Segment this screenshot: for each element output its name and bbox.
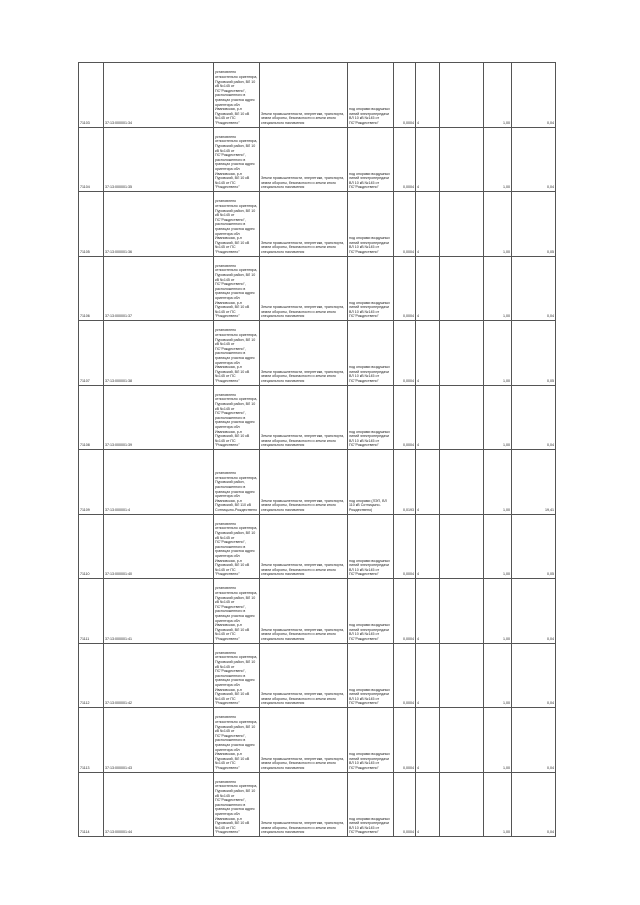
cost-value: 0,04 — [512, 127, 556, 192]
permitted-use: под опорами воздушных линий электропередачи ВЛ 10 кВ №145 от ПС"Рождествено" — [348, 579, 394, 644]
area-value: 0,0004 — [394, 127, 416, 192]
register-table — [78, 62, 556, 837]
empty-cell — [440, 63, 484, 128]
row-id: 71109 — [79, 450, 104, 515]
location-description: установлено относительно ориентира, Пуровский район, ВЛ 10 кВ №145 от ПС"Рождествено", расположенного в границах участка адрес ориентира обл Ивановская, р-н Пуровский, ВЛ 10 кВ №145 от ПС "Рождествено" — [214, 385, 260, 450]
row-id: 71114 — [79, 772, 104, 837]
percent-value: 4 — [416, 772, 440, 837]
table-row — [79, 127, 556, 192]
location-description: установлено относительно ориентира, Пуровский район, расположенного в границах участка адрес ориентира обл Ивановская, р-н Пуровский, ВЛ 110 кВ Сотницыно-Рождествено — [214, 450, 260, 515]
percent-value: 4 — [416, 450, 440, 515]
cost-value: 0,04 — [512, 772, 556, 837]
percent-value: 4 — [416, 192, 440, 257]
location-description: установлено относительно ориентира, Пуровский район, ВЛ 10 кВ №145 от ПС"Рождествено", расположенного в границах участка адрес ориентира обл Ивановская, р-н Пуровский, ВЛ 10 кВ №145 от ПС "Рождествено" — [214, 321, 260, 386]
table-row — [79, 256, 556, 321]
location-description: установлено относительно ориентира, Пуровский район, ВЛ 10 кВ №145 от ПС"Рождествено", расположенного в границах участка адрес ориентира обл Ивановская, р-н Пуровский, ВЛ 10 кВ №145 от ПС "Рождествено" — [214, 127, 260, 192]
area-value: 0,0193 — [394, 450, 416, 515]
cadastral-number: 37:13:000001:42 — [104, 643, 214, 708]
percent-value: 4 — [416, 321, 440, 386]
empty-cell — [440, 256, 484, 321]
area-value: 0,0004 — [394, 772, 416, 837]
percent-value: 4 — [416, 127, 440, 192]
area-value: 0,0004 — [394, 385, 416, 450]
cost-value: 0,04 — [512, 708, 556, 773]
permitted-use: под опорами воздушных линий электропередачи ВЛ 10 кВ №145 от ПС"Рождествено" — [348, 385, 394, 450]
permitted-use: под опорами (ЛЭП, ВЛ 110 кВ Сотницыно-Рождествено) — [348, 450, 394, 515]
row-id: 71113 — [79, 708, 104, 773]
land-category: Земли промышленности, энергетики, транспорта, земли обороны, безопасности и земли иного специального назначения — [260, 514, 348, 579]
location-description: установлено относительно ориентира, Пуровский район, ВЛ 10 кВ №145 от ПС"Рождествено", расположенного в границах участка адрес ориентира обл Ивановская, р-н Пуровский, ВЛ 10 кВ №145 от ПС "Рождествено" — [214, 256, 260, 321]
cost-value: 0,05 — [512, 514, 556, 579]
coefficient-value: 1,00 — [484, 643, 512, 708]
cadastral-number: 37:13:000001:39 — [104, 385, 214, 450]
permitted-use: под опорами воздушных линий электропередачи ВЛ 10 кВ №145 от ПС"Рождествено" — [348, 321, 394, 386]
location-description: установлено относительно ориентира, Пуровский район, ВЛ 10 кВ №145 от ПС"Рождествено", расположенного в границах участка адрес ориентира обл Ивановская, р-н Пуровский, ВЛ 10 кВ №145 от ПС "Рождествено" — [214, 192, 260, 257]
location-description: установлено относительно ориентира, Пуровский район, ВЛ 10 кВ №145 от ПС"Рождествено", расположенного в границах участка адрес ориентира обл Ивановская, р-н Пуровский, ВЛ 10 кВ №145 от ПС "Рождествено" — [214, 579, 260, 644]
percent-value: 4 — [416, 514, 440, 579]
coefficient-value: 1,00 — [484, 772, 512, 837]
empty-cell — [440, 579, 484, 644]
location-description: установлено относительно ориентира, Пуровский район, ВЛ 10 кВ №145 от ПС"Рождествено", расположенного в границах участка адрес ориентира обл Ивановская, р-н Пуровский, ВЛ 10 кВ №145 от ПС "Рождествено" — [214, 514, 260, 579]
land-category: Земли промышленности, энергетики, транспорта, земли обороны, безопасности и земли иного специального назначения — [260, 192, 348, 257]
area-value: 0,0004 — [394, 192, 416, 257]
cost-value: 0,04 — [512, 643, 556, 708]
permitted-use: под опорами воздушных линий электропередачи ВЛ 10 кВ №145 от ПС"Рождествено" — [348, 643, 394, 708]
table-row — [79, 450, 556, 515]
permitted-use: под опорами воздушных линий электропередачи ВЛ 10 кВ №145 от ПС"Рождествено" — [348, 514, 394, 579]
area-value: 0,0004 — [394, 321, 416, 386]
empty-cell — [440, 708, 484, 773]
row-id: 71108 — [79, 385, 104, 450]
table-row — [79, 579, 556, 644]
location-description: установлено относительно ориентира, Пуровский район, ВЛ 10 кВ №145 от ПС"Рождествено", расположенного в границах участка адрес ориентира обл Ивановская, р-н Пуровский, ВЛ 10 кВ №145 от ПС "Рождествено" — [214, 63, 260, 128]
cadastral-number: 37:13:000001:43 — [104, 708, 214, 773]
cost-value: 0,04 — [512, 579, 556, 644]
table-row — [79, 321, 556, 386]
permitted-use: под опорами воздушных линий электропередачи ВЛ 10 кВ №145 от ПС"Рождествено" — [348, 772, 394, 837]
cadastral-number: 37:13:000001:34 — [104, 63, 214, 128]
empty-cell — [440, 450, 484, 515]
land-category: Земли промышленности, энергетики, транспорта, земли обороны, безопасности и земли иного специального назначения — [260, 708, 348, 773]
percent-value: 4 — [416, 579, 440, 644]
cadastral-number: 37:13:000001:35 — [104, 127, 214, 192]
land-category: Земли промышленности, энергетики, транспорта, земли обороны, безопасности и земли иного специального назначения — [260, 63, 348, 128]
empty-cell — [440, 772, 484, 837]
table-row — [79, 385, 556, 450]
location-description: установлено относительно ориентира, Пуровский район, ВЛ 10 кВ №145 от ПС"Рождествено", расположенного в границах участка адрес ориентира обл Ивановская, р-н Пуровский, ВЛ 10 кВ №145 от ПС "Рождествено" — [214, 643, 260, 708]
cadastral-number: 37:13:000001:38 — [104, 321, 214, 386]
cadastral-number: 37:13:000001:36 — [104, 192, 214, 257]
area-value: 0,0004 — [394, 514, 416, 579]
row-id: 71112 — [79, 643, 104, 708]
empty-cell — [440, 127, 484, 192]
cadastral-number: 37:13:000001:41 — [104, 579, 214, 644]
table-row — [79, 772, 556, 837]
permitted-use: под опорами воздушных линий электропередачи ВЛ 10 кВ №145 от ПС"Рождествено" — [348, 127, 394, 192]
row-id: 71111 — [79, 579, 104, 644]
table-row — [79, 514, 556, 579]
land-category: Земли промышленности, энергетики, транспорта, земли обороны, безопасности и земли иного специального назначения — [260, 579, 348, 644]
coefficient-value: 1,00 — [484, 708, 512, 773]
cadastral-number: 37:13:000001:44 — [104, 772, 214, 837]
location-description: установлено относительно ориентира, Пуровский район, ВЛ 10 кВ №145 от ПС"Рождествено", расположенного в границах участка адрес ориентира обл Ивановская, р-н Пуровский, ВЛ 10 кВ №145 от ПС "Рождествено" — [214, 708, 260, 773]
empty-cell — [440, 385, 484, 450]
coefficient-value: 1,00 — [484, 385, 512, 450]
cost-value: 0,05 — [512, 321, 556, 386]
cost-value: 0,04 — [512, 385, 556, 450]
permitted-use: под опорами воздушных линий электропередачи ВЛ 10 кВ №145 от ПС"Рождествено" — [348, 192, 394, 257]
cost-value: 19,41 — [512, 450, 556, 515]
empty-cell — [440, 643, 484, 708]
row-id: 71106 — [79, 256, 104, 321]
cadastral-number: 37:13:000001:4 — [104, 450, 214, 515]
empty-cell — [440, 514, 484, 579]
coefficient-value: 1,00 — [484, 192, 512, 257]
row-id: 71104 — [79, 127, 104, 192]
coefficient-value: 1,00 — [484, 63, 512, 128]
cost-value: 0,04 — [512, 63, 556, 128]
percent-value: 4 — [416, 708, 440, 773]
coefficient-value: 1,00 — [484, 514, 512, 579]
coefficient-value: 1,00 — [484, 256, 512, 321]
location-description: установлено относительно ориентира, Пуровский район, ВЛ 10 кВ №145 от ПС"Рождествено", расположенного в границах участка адрес ориентира обл Ивановская, р-н Пуровский, ВЛ 10 кВ №145 от ПС "Рождествено" — [214, 772, 260, 837]
percent-value: 4 — [416, 63, 440, 128]
empty-cell — [440, 321, 484, 386]
table-row — [79, 643, 556, 708]
area-value: 0,0004 — [394, 643, 416, 708]
land-category: Земли промышленности, энергетики, транспорта, земли обороны, безопасности и земли иного специального назначения — [260, 127, 348, 192]
area-value: 0,0004 — [394, 256, 416, 321]
land-category: Земли промышленности, энергетики, транспорта, земли обороны, безопасности и земли иного специального назначения — [260, 643, 348, 708]
table-row — [79, 708, 556, 773]
cost-value: 0,05 — [512, 192, 556, 257]
area-value: 0,0004 — [394, 579, 416, 644]
land-category: Земли промышленности, энергетики, транспорта, земли обороны, безопасности и земли иного специального назначения — [260, 772, 348, 837]
row-id: 71110 — [79, 514, 104, 579]
land-category: Земли промышленности, энергетики, транспорта, земли обороны, безопасности и земли иного специального назначения — [260, 256, 348, 321]
row-id: 71107 — [79, 321, 104, 386]
row-id: 71103 — [79, 63, 104, 128]
table-row — [79, 63, 556, 128]
cost-value: 0,04 — [512, 256, 556, 321]
coefficient-value: 1,00 — [484, 127, 512, 192]
coefficient-value: 1,00 — [484, 579, 512, 644]
area-value: 0,0004 — [394, 63, 416, 128]
percent-value: 4 — [416, 385, 440, 450]
land-category: Земли промышленности, энергетики, транспорта, земли обороны, безопасности и земли иного специального назначения — [260, 385, 348, 450]
row-id: 71105 — [79, 192, 104, 257]
area-value: 0,0004 — [394, 708, 416, 773]
permitted-use: под опорами воздушных линий электропередачи ВЛ 10 кВ №145 от ПС"Рождествено" — [348, 63, 394, 128]
land-category: Земли промышленности, энергетики, транспорта, земли обороны, безопасности и земли иного специального назначения — [260, 450, 348, 515]
percent-value: 4 — [416, 256, 440, 321]
percent-value: 4 — [416, 643, 440, 708]
coefficient-value: 1,00 — [484, 450, 512, 515]
table-row — [79, 192, 556, 257]
cadastral-number: 37:13:000001:40 — [104, 514, 214, 579]
coefficient-value: 1,00 — [484, 321, 512, 386]
permitted-use: под опорами воздушных линий электропередачи ВЛ 10 кВ №145 от ПС"Рождествено" — [348, 708, 394, 773]
empty-cell — [440, 192, 484, 257]
permitted-use: под опорами воздушных линий электропередачи ВЛ 10 кВ №145 от ПС"Рождествено" — [348, 256, 394, 321]
land-category: Земли промышленности, энергетики, транспорта, земли обороны, безопасности и земли иного специального назначения — [260, 321, 348, 386]
cadastral-number: 37:13:000001:37 — [104, 256, 214, 321]
